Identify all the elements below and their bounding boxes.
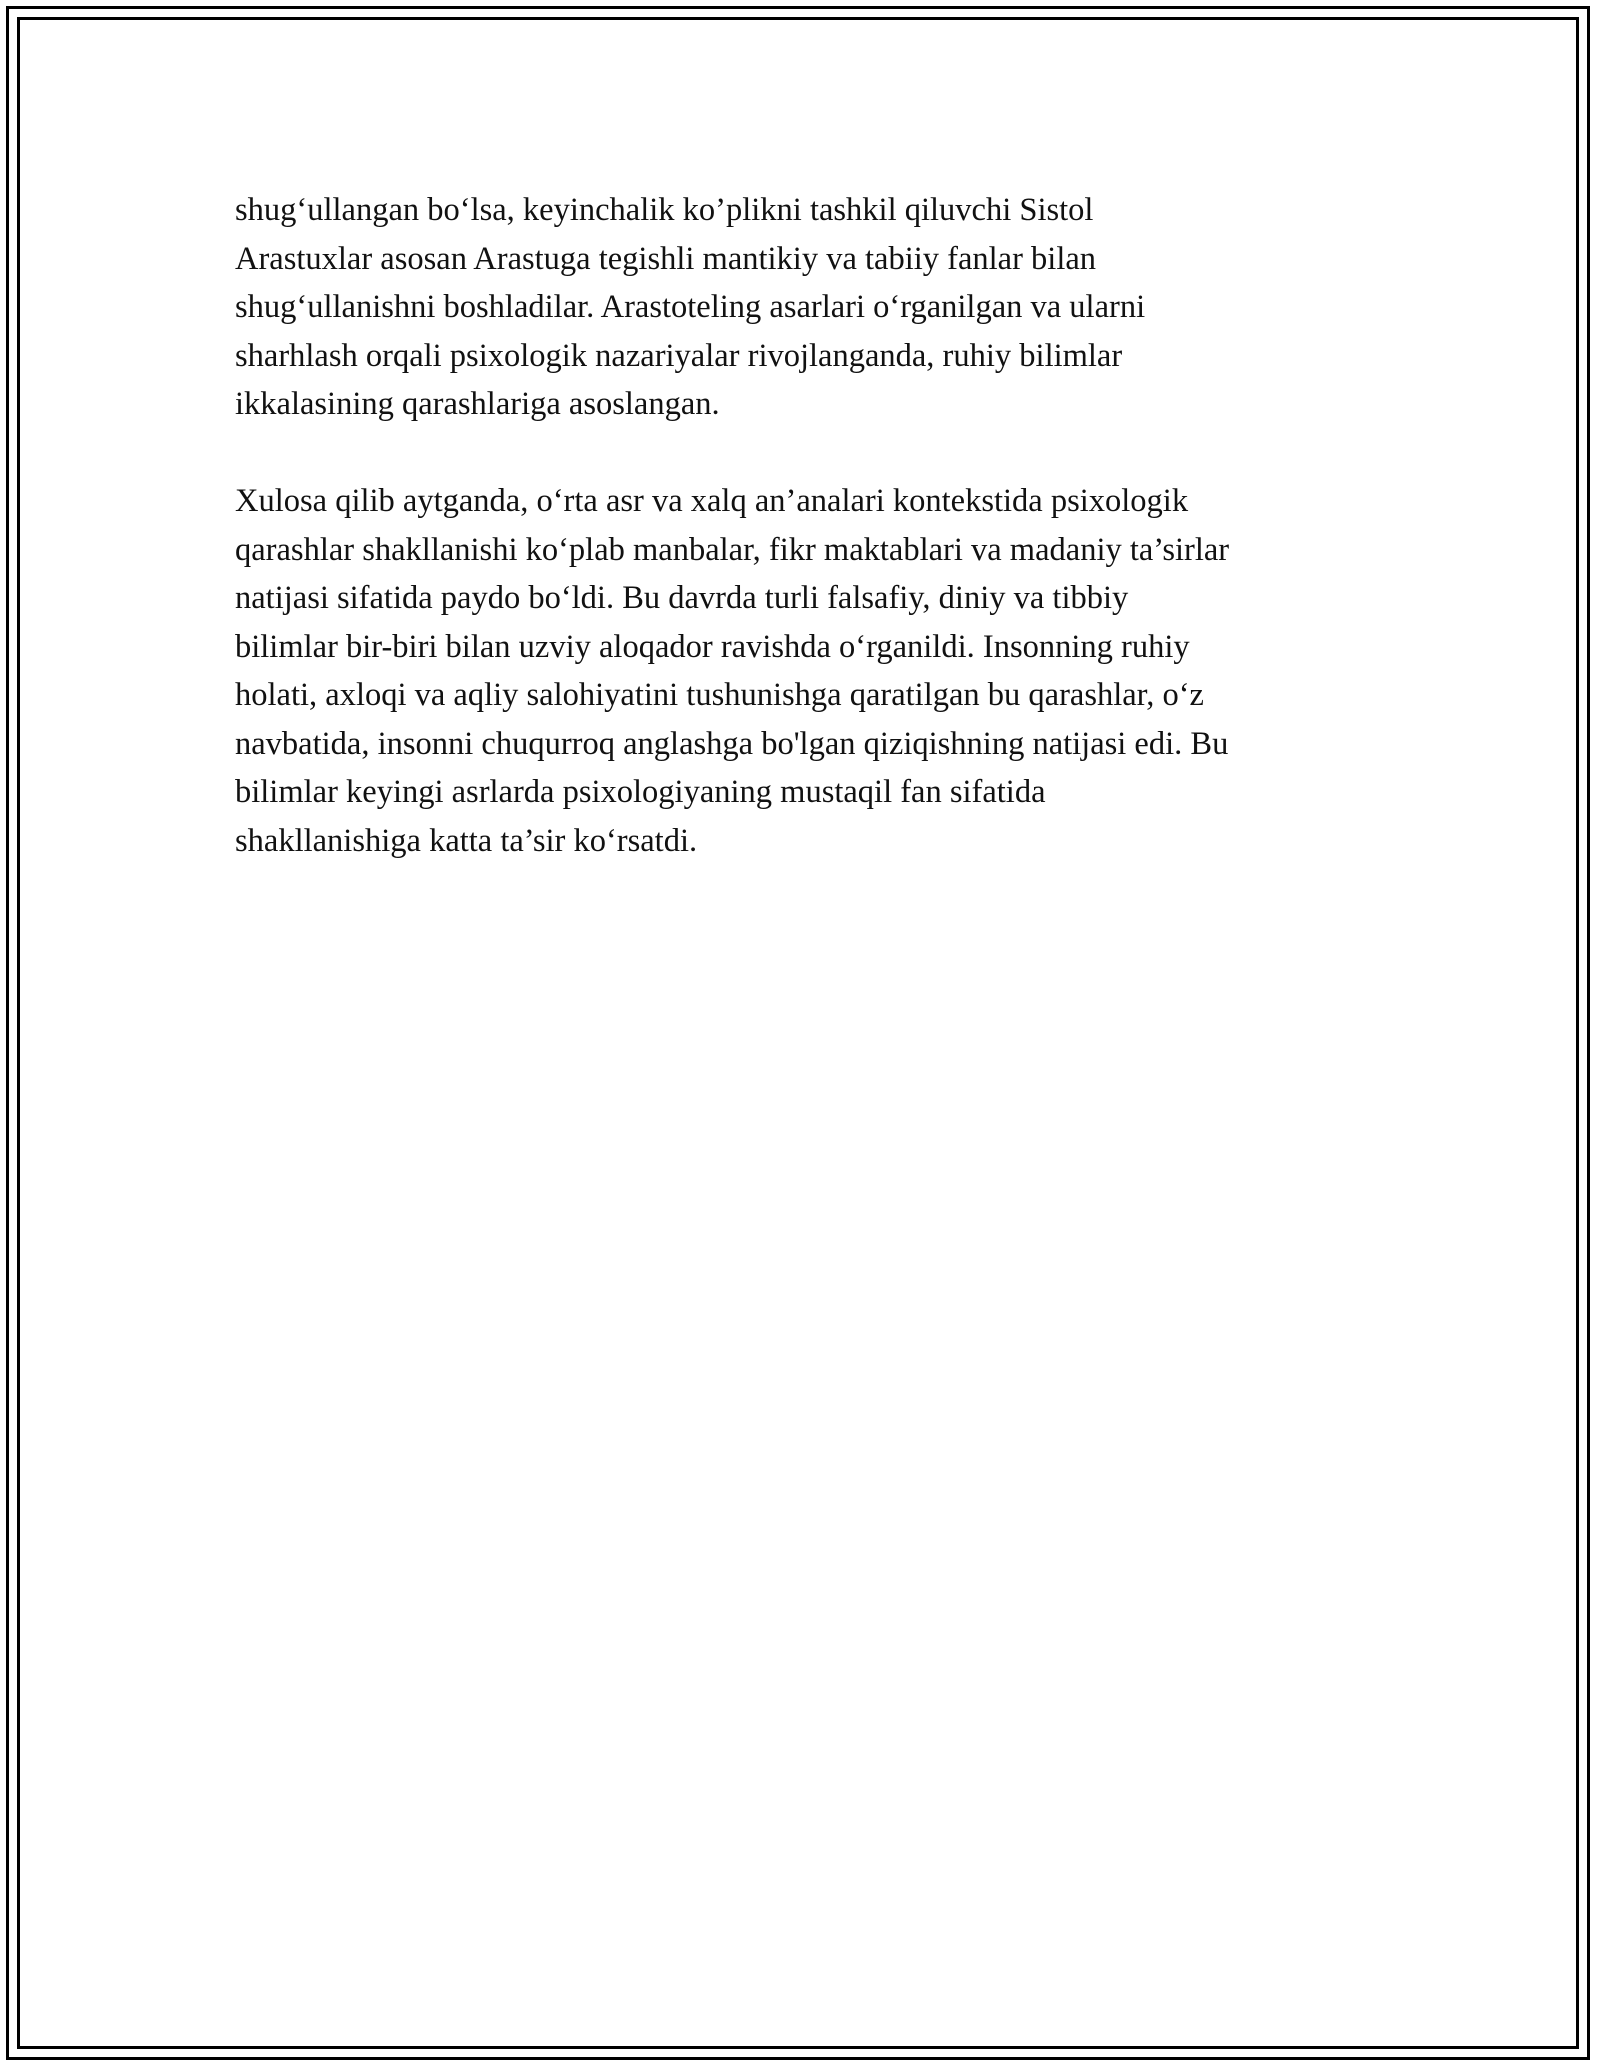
document-body (235, 186, 1375, 914)
paragraph-2 (235, 477, 1375, 865)
text-line: sharhlash orqali psixologik nazariyalar rivojlanganda, ruhiy bilimlar (235, 337, 1123, 374)
paragraph-1 (235, 186, 1375, 429)
text-line: shug‘ullanishni boshladilar. Arastoteling asarlari o‘rganilgan va ularni (235, 289, 1146, 325)
text-line: holati, axloqi va aqliy salohiyatini tushunishga qaratilgan bu qarashlar, o‘z (235, 677, 1204, 713)
text-line: navbatida, insonni chuqurroq anglashga bo'lgan qiziqishning natijasi edi. Bu (235, 725, 1229, 762)
text-line: ikkalasining qarashlariga asoslangan. (235, 386, 720, 422)
text-line: Xulosa qilib aytganda, o‘rta asr va xalq an’analari kontekstida psixologik (235, 483, 1189, 519)
text-line: shug‘ullangan bo‘lsa, keyinchalik ko’plikni tashkil qiluvchi Sistol (235, 192, 1094, 228)
text-line: qarashlar shakllanishi ko‘plab manbalar, fikr maktablari va madaniy ta’sirlar (235, 531, 1230, 568)
text-line: natijasi sifatida paydo bo‘ldi. Bu davrda turli falsafiy, diniy va tibbiy (235, 580, 1129, 616)
text-line: bilimlar keyingi asrlarda psixologiyaning mustaqil fan sifatida (235, 774, 1046, 810)
text-line: Arastuxlar asosan Arastuga tegishli mantikiy va tabiiy fanlar bilan (235, 240, 1097, 277)
text-line: bilimlar bir-biri bilan uzviy aloqador ravishda o‘rganildi. Insonning ruhiy (235, 628, 1190, 665)
text-line: shakllanishiga katta ta’sir ko‘rsatdi. (235, 822, 698, 859)
